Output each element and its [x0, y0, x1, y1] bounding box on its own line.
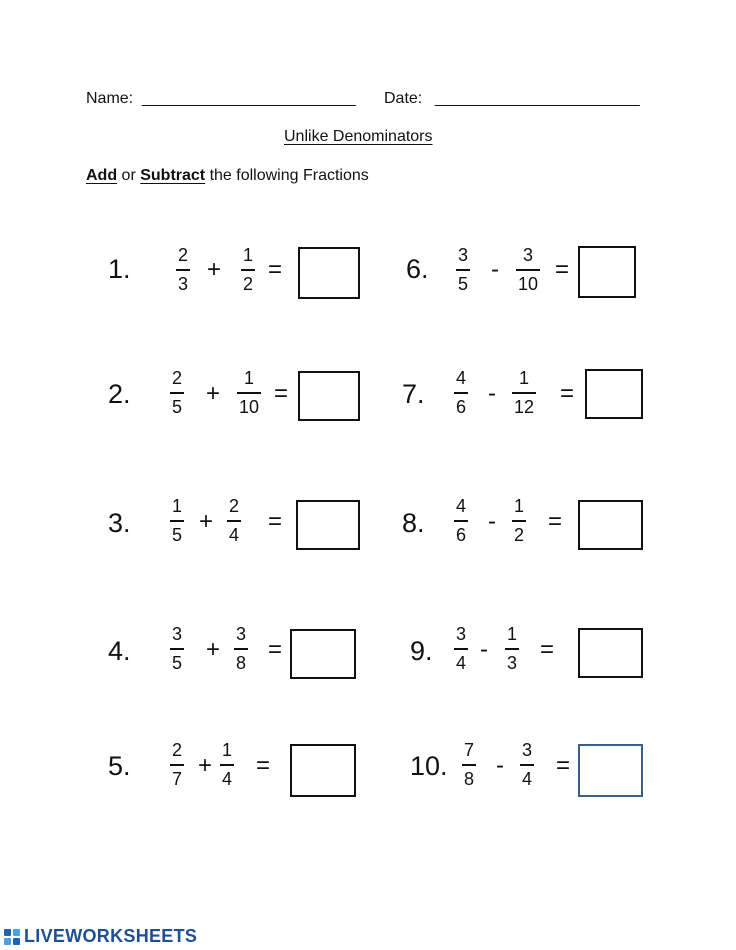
denominator: 5	[172, 652, 183, 673]
problem-1-equals: =	[268, 256, 283, 283]
numerator: 1	[507, 624, 518, 644]
numerator: 1	[514, 496, 525, 516]
problem-3-number: 3.	[108, 508, 131, 538]
problem-3-equals: =	[268, 508, 283, 535]
problem-2-operator: +	[206, 380, 221, 407]
instruction-or: or	[117, 167, 141, 184]
instructions	[86, 167, 369, 185]
numerator: 3	[523, 245, 534, 265]
problem-10-answer-box[interactable]	[578, 744, 643, 797]
numerator: 4	[456, 496, 467, 516]
numerator: 3	[456, 624, 467, 644]
problem-1-number: 1.	[108, 254, 131, 284]
problem-6-first-fraction	[456, 245, 470, 294]
denominator: 10	[518, 273, 539, 294]
fraction-bar	[456, 269, 470, 271]
problem-5-operator: +	[198, 752, 213, 779]
fraction-bar	[234, 648, 248, 650]
numerator: 1	[243, 245, 254, 265]
denominator: 5	[172, 396, 183, 417]
denominator: 3	[507, 652, 518, 673]
problem-5-number: 5.	[108, 751, 131, 781]
numerator: 2	[178, 245, 189, 265]
numerator: 1	[244, 368, 255, 388]
problem-2-answer-box[interactable]	[298, 371, 360, 421]
fraction-bar	[220, 764, 234, 766]
denominator: 2	[243, 273, 254, 294]
numerator: 2	[229, 496, 240, 516]
fraction-bar	[512, 520, 526, 522]
fraction-bar	[512, 392, 536, 394]
denominator: 4	[456, 652, 467, 673]
fraction-bar	[170, 392, 184, 394]
problem-6-number: 6.	[406, 254, 429, 284]
name-field-line[interactable]: ________________________	[142, 90, 356, 107]
fraction-bar	[454, 392, 468, 394]
numerator: 3	[172, 624, 183, 644]
numerator: 3	[522, 740, 533, 760]
instruction-rest: the following Fractions	[205, 167, 369, 184]
numerator: 3	[236, 624, 247, 644]
problem-6-answer-box[interactable]	[578, 246, 636, 298]
instruction-subtract: Subtract	[140, 167, 206, 184]
problem-4-second-fraction	[234, 624, 248, 673]
instruction-add: Add	[86, 167, 118, 184]
problem-9-operator: -	[480, 636, 488, 663]
problem-4-answer-box[interactable]	[290, 629, 356, 679]
problem-10-first-fraction	[462, 740, 476, 789]
problem-8-equals: =	[548, 508, 563, 535]
numerator: 1	[222, 740, 233, 760]
fraction-bar	[227, 520, 241, 522]
problem-7-answer-box[interactable]	[585, 369, 643, 419]
fraction-bar	[454, 520, 468, 522]
denominator: 10	[239, 396, 260, 417]
problem-3-answer-box[interactable]	[296, 500, 360, 550]
denominator: 3	[178, 273, 189, 294]
fraction-bar	[462, 764, 476, 766]
fraction-bar	[237, 392, 261, 394]
problem-3-operator: +	[199, 508, 214, 535]
denominator: 7	[172, 768, 183, 789]
problem-2-first-fraction	[170, 368, 184, 417]
problem-9-first-fraction	[454, 624, 468, 673]
fraction-bar	[505, 648, 519, 650]
numerator: 4	[456, 368, 467, 388]
problem-8-operator: -	[488, 508, 496, 535]
denominator: 2	[514, 524, 525, 545]
problem-7-first-fraction	[454, 368, 468, 417]
problem-2-second-fraction	[237, 368, 261, 417]
problem-3-second-fraction	[227, 496, 241, 545]
fraction-bar	[454, 648, 468, 650]
problem-1-answer-box[interactable]	[298, 247, 360, 299]
liveworksheets-logo	[4, 926, 197, 947]
problem-10-equals: =	[556, 752, 571, 779]
problem-4-first-fraction	[170, 624, 184, 673]
problem-4-number: 4.	[108, 636, 131, 666]
numerator: 2	[172, 740, 183, 760]
problem-4-operator: +	[206, 636, 221, 663]
numerator: 2	[172, 368, 183, 388]
fraction-bar	[170, 648, 184, 650]
problem-5-answer-box[interactable]	[290, 744, 356, 797]
fraction-bar	[176, 269, 190, 271]
problem-9-number: 9.	[410, 636, 433, 666]
problem-1-first-fraction	[176, 245, 190, 294]
problem-6-second-fraction	[516, 245, 540, 294]
problem-10-number: 10.	[410, 751, 448, 781]
denominator: 12	[514, 396, 535, 417]
date-field-line[interactable]: _______________________	[435, 90, 640, 107]
denominator: 5	[458, 273, 469, 294]
problem-7-second-fraction	[512, 368, 536, 417]
problem-1-operator: +	[207, 256, 222, 283]
problem-8-answer-box[interactable]	[578, 500, 643, 550]
problem-10-operator: -	[496, 752, 504, 779]
problem-7-equals: =	[560, 380, 575, 407]
problem-9-answer-box[interactable]	[578, 628, 643, 678]
fraction-bar	[170, 520, 184, 522]
problem-5-second-fraction	[220, 740, 234, 789]
logo-icon	[4, 929, 20, 945]
denominator: 8	[236, 652, 247, 673]
problem-7-number: 7.	[402, 379, 425, 409]
fraction-bar	[516, 269, 540, 271]
problem-10-second-fraction	[520, 740, 534, 789]
numerator: 1	[172, 496, 183, 516]
numerator: 3	[458, 245, 469, 265]
date-label: Date:	[384, 90, 423, 107]
problem-4-equals: =	[268, 636, 283, 663]
denominator: 4	[222, 768, 233, 789]
problem-3-first-fraction	[170, 496, 184, 545]
denominator: 6	[456, 524, 467, 545]
problem-2-number: 2.	[108, 379, 131, 409]
fraction-bar	[520, 764, 534, 766]
numerator: 1	[519, 368, 530, 388]
name-label: Name:	[86, 90, 134, 107]
problem-8-number: 8.	[402, 508, 425, 538]
problem-6-operator: -	[491, 256, 499, 283]
numerator: 7	[464, 740, 475, 760]
problem-6-equals: =	[555, 256, 570, 283]
denominator: 8	[464, 768, 475, 789]
problem-7-operator: -	[488, 380, 496, 407]
problem-8-first-fraction	[454, 496, 468, 545]
fraction-bar	[241, 269, 255, 271]
problem-5-equals: =	[256, 752, 271, 779]
problem-9-equals: =	[540, 636, 555, 663]
problem-5-first-fraction	[170, 740, 184, 789]
worksheet-title: Unlike Denominators	[284, 128, 433, 145]
denominator: 4	[229, 524, 240, 545]
problem-8-second-fraction	[512, 496, 526, 545]
fraction-bar	[170, 764, 184, 766]
denominator: 6	[456, 396, 467, 417]
denominator: 4	[522, 768, 533, 789]
problem-9-second-fraction	[505, 624, 519, 673]
denominator: 5	[172, 524, 183, 545]
problem-1-second-fraction	[241, 245, 255, 294]
logo-text: LIVEWORKSHEETS	[24, 926, 198, 946]
problem-2-equals: =	[274, 380, 289, 407]
